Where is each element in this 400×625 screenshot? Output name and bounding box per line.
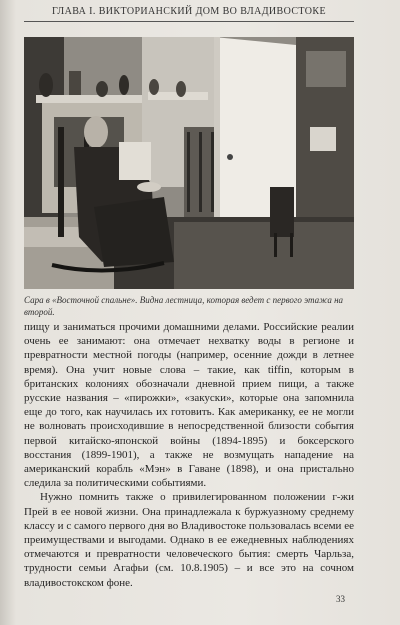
page-number: 33 (336, 594, 345, 604)
figure-caption: Сара в «Восточной спальне». Видна лестница, которая ведет с первого этажа на второй. (24, 295, 344, 317)
photograph (24, 37, 354, 289)
running-header: ГЛАВА I. ВИКТОРИАНСКИЙ ДОМ ВО ВЛАДИВОСТОКЕ (51, 6, 327, 17)
body-text (24, 320, 354, 590)
header-rule (24, 21, 354, 22)
paragraph: Нужно помнить также о привилегированном положении г-жи Прей в ее новой жизни. Она принадлежала к буржуазному среднему классу и с самого первого дня во Владивостоке пользовалась всеми ее преимуществами и выгодами. Однако в ее ежедневных наблюдениях отмечаются и превратности человеческого бытия: смерть Чарльза, трудности семьи Агафьи (см. 10.8.1905) – и все это на сочном владивостокском фоне. (24, 491, 354, 589)
paragraph: пищу и заниматься прочими домашними делами. Российские реалии очень ее занимают: она отмечает нехватку воды в регионе и превратности местной погоды (например, осенние дожди в летнее время). Она учит новые слова – такие, как tiffin, которым в британских колониях обозначали дневной прием пищи, а также русские названия – «пирожки», «закуски», которые она запомнила еще до того, как научилась их готовить. Как американку, ее не могли не волновать происходившие в непосредственной близости события первой китайско-японской войны (1894-1895) и боксерского восстания (1899-1901), а также не возмущать нападение на американский корабль «Мэн» в Гаване (1898), и она пристально следила за политическими событиями. (24, 321, 354, 490)
